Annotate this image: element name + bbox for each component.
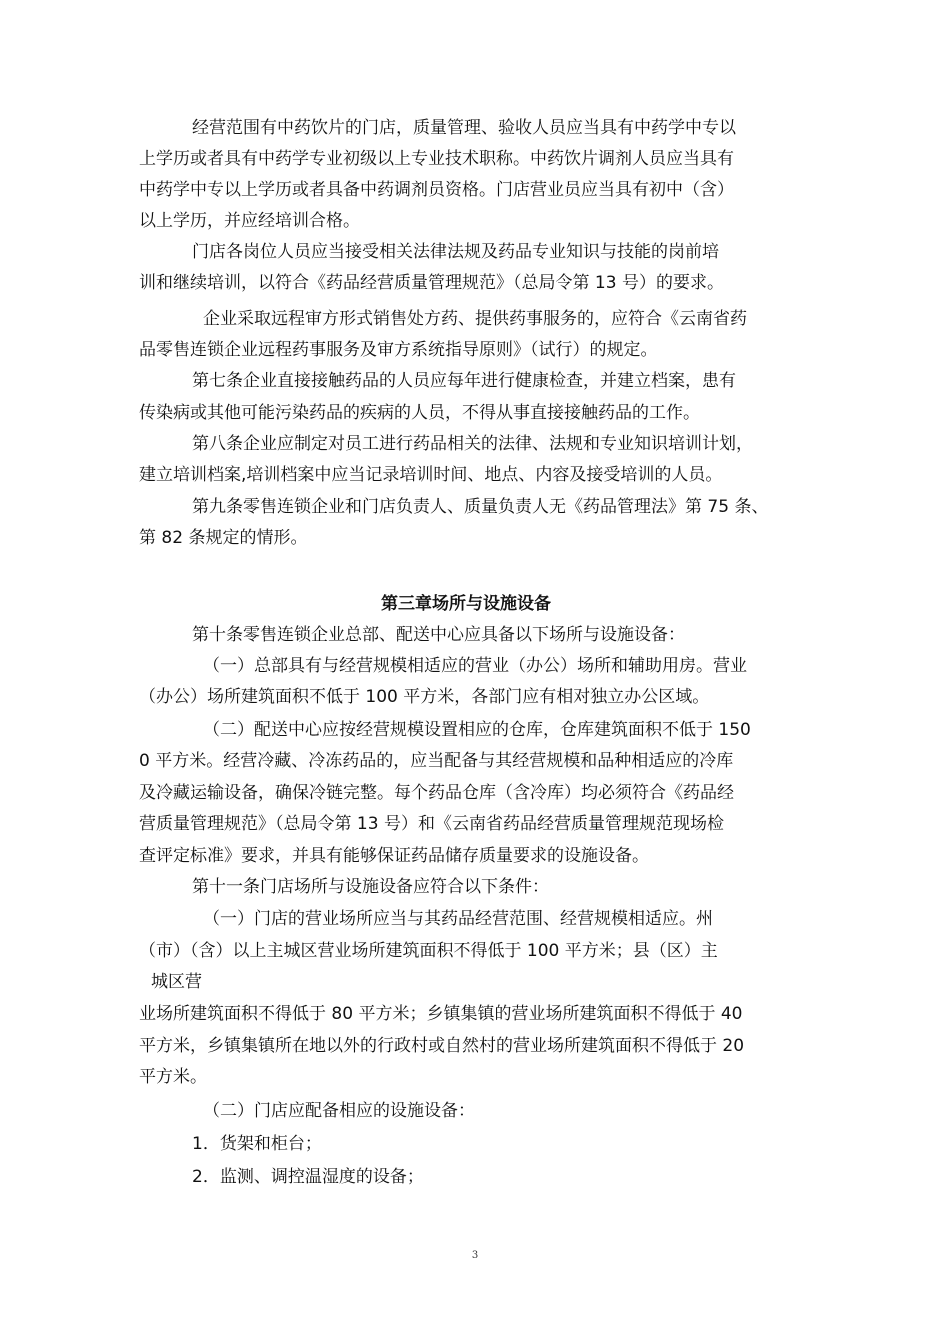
text-line: 传染病或其他可能污染药品的疾病的人员，不得从事直接接触药品的工作。 [139, 403, 700, 423]
text-line: （市）（含）以上主城区营业场所建筑面积不得低于 100 平方米；县（区）主 [139, 941, 718, 961]
text-line: 平方米，乡镇集镇所在地以外的行政村或自然村的营业场所建筑面积不得低于 20 [139, 1036, 745, 1056]
text-line: 业场所建筑面积不得低于 80 平方米；乡镇集镇的营业场所建筑面积不得低于 40 [139, 1004, 743, 1024]
chapter-heading: 第三章场所与设施设备 [381, 594, 551, 614]
text-line: 第十条零售连锁企业总部、配送中心应具备以下场所与设施设备： [192, 625, 685, 645]
text-line: 企业采取远程审方形式销售处方药、提供药事服务的，应符合《云南省药 [203, 309, 747, 329]
text-line: 营质量管理规范》（总局令第 13 号）和《云南省药品经营质量管理规范现场检 [139, 814, 724, 834]
text-line: （办公）场所建筑面积不低于 100 平方米，各部门应有相对独立办公区域。 [139, 687, 710, 707]
text-line: （二）配送中心应按经营规模设置相应的仓库，仓库建筑面积不低于 150 [203, 720, 751, 740]
list-item: 1．货架和柜台； [192, 1134, 322, 1154]
list-item: 2．监测、调控温湿度的设备； [192, 1167, 424, 1187]
text-line: 平方米。 [139, 1067, 207, 1087]
text-line: 及冷藏运输设备，确保冷链完整。每个药品仓库（含冷库）均必须符合《药品经 [139, 783, 734, 803]
text-line: （一）门店的营业场所应当与其药品经营范围、经营规模相适应。州 [203, 909, 713, 929]
text-line: 建立培训档案,培训档案中应当记录培训时间、地点、内容及接受培训的人员。 [139, 465, 723, 485]
text-line: （二）门店应配备相应的设施设备： [203, 1101, 475, 1121]
text-line: 第七条企业直接接触药品的人员应每年进行健康检查，并建立档案，患有 [192, 371, 736, 391]
text-line: 门店各岗位人员应当接受相关法律法规及药品专业知识与技能的岗前培 [192, 242, 719, 262]
text-line: 经营范围有中药饮片的门店，质量管理、验收人员应当具有中药学中专以 [192, 118, 736, 138]
text-line: 第十一条门店场所与设施设备应符合以下条件： [192, 877, 549, 897]
text-line: 品零售连锁企业远程药事服务及审方系统指导原则》（试行）的规定。 [139, 340, 658, 360]
text-line: 训和继续培训，以符合《药品经营质量管理规范》（总局令第 13 号）的要求。 [139, 273, 724, 293]
text-line: （一）总部具有与经营规模相适应的营业（办公）场所和辅助用房。营业 [203, 656, 747, 676]
text-line: 第八条企业应制定对员工进行药品相关的法律、法规和专业知识培训计划， [192, 434, 753, 454]
text-line: 查评定标准》要求，并具有能够保证药品储存质量要求的设施设备。 [139, 846, 649, 866]
text-line: 中药学中专以上学历或者具备中药调剂员资格。门店营业员应当具有初中（含） [139, 180, 734, 200]
text-line: 上学历或者具有中药学专业初级以上专业技术职称。中药饮片调剂人员应当具有 [139, 149, 734, 169]
text-line: 城区营 [151, 972, 202, 992]
text-line: 第 82 条规定的情形。 [139, 528, 308, 548]
text-line: 0 平方米。经营冷藏、冷冻药品的，应当配备与其经营规模和品种相适应的冷库 [139, 751, 734, 771]
text-line: 以上学历，并应经培训合格。 [139, 211, 360, 231]
page-number: 3 [471, 1250, 479, 1261]
text-line: 第九条零售连锁企业和门店负责人、质量负责人无《药品管理法》第 75 条、 [192, 497, 769, 517]
